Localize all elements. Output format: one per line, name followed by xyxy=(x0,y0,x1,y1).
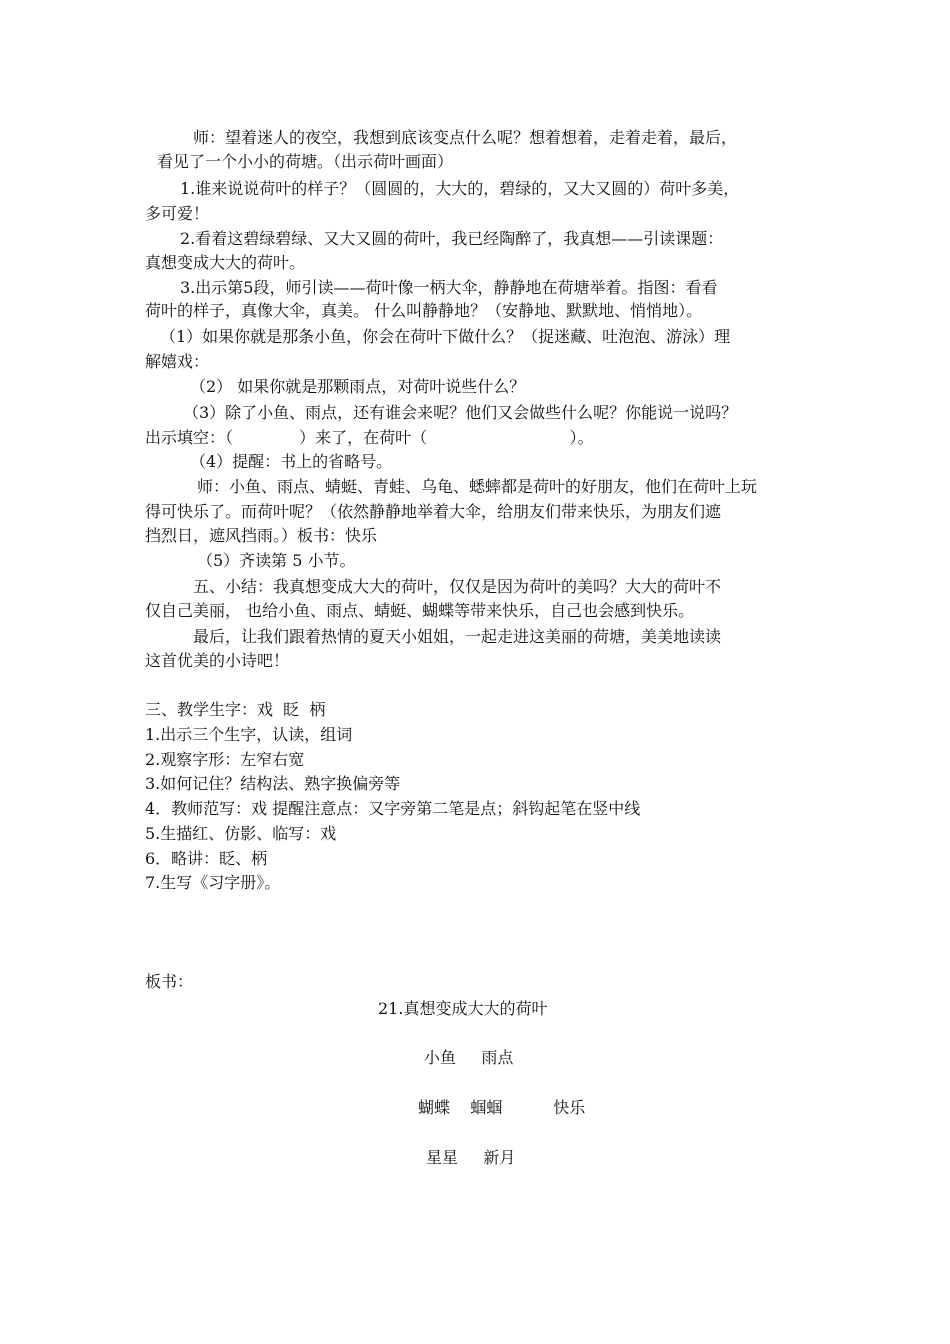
text-line: 多可爱！ xyxy=(145,204,210,223)
text-line: 这首优美的小诗吧！ xyxy=(145,651,290,670)
text-line: 仅自己美丽， 也给小鱼、雨点、蜻蜓、蝴蝶等带来快乐，自己也会感到快乐。 xyxy=(145,601,695,620)
text-line: （5）齐读第 5 小节。 xyxy=(197,551,356,570)
list-item: 5.生描红、仿影、临写：戏 xyxy=(145,824,337,843)
text-line: （4）提醒：书上的省略号。 xyxy=(190,452,393,471)
board-row: 小鱼 雨点 xyxy=(424,1048,514,1067)
text-line: （1）如果你就是那条小鱼，你会在荷叶下做什么？（捉迷藏、吐泡泡、游泳）理 xyxy=(160,327,731,346)
list-item: 2.观察字形：左窄右宽 xyxy=(145,750,305,769)
list-item: 6．略讲：眨、柄 xyxy=(145,849,268,868)
list-item: 4．教师范写：戏 提醒注意点：又字旁第二笔是点；斜钩起笔在竖中线 xyxy=(145,799,641,818)
text-line: 出示填空：（ ）来了，在荷叶（ ）。 xyxy=(145,428,594,447)
text-line: 得可快乐了。而荷叶呢？（依然静静地举着大伞，给朋友们带来快乐，为朋友们遮 xyxy=(145,502,722,521)
list-item: 7.生写《习字册》。 xyxy=(145,873,281,892)
text-line: （2） 如果你就是那颗雨点，对荷叶说些什么？ xyxy=(190,377,526,396)
text-line: 1.谁来说说荷叶的样子？（圆圆的，大大的，碧绿的，又大又圆的）荷叶多美， xyxy=(180,179,740,198)
text-line: 师：小鱼、雨点、蜻蜓、青蛙、乌龟、蟋蟀都是荷叶的好朋友，他们在荷叶上玩 xyxy=(197,477,758,496)
text-line: 看见了一个小小的荷塘。（出示荷叶画面） xyxy=(157,152,454,171)
list-item: 1.出示三个生字，认读，组词 xyxy=(145,725,353,744)
board-title: 21.真想变成大大的荷叶 xyxy=(378,999,548,1018)
text-line: 五、小结：我真想变成大大的荷叶，仅仅是因为荷叶的美吗？大大的荷叶不 xyxy=(193,577,722,596)
text-line: 挡烈日，遮风挡雨。）板书：快乐 xyxy=(145,526,378,545)
text-line: 3.出示第5段，师引读——荷叶像一柄大伞，静静地在荷塘举着。指图：看看 xyxy=(180,278,718,297)
text-line: 真想变成大大的荷叶。 xyxy=(145,253,306,272)
text-line: 2.看着这碧绿碧绿、又大又圆的荷叶，我已经陶醉了，我真想——引读课题： xyxy=(180,229,724,248)
board-label: 板书： xyxy=(145,972,194,991)
board-row: 蝴蝶 蝈蝈 快乐 xyxy=(418,1098,586,1117)
section-heading: 三、教学生字：戏 眨 柄 xyxy=(145,700,326,719)
text-line: 师：望着迷人的夜空，我想到底该变点什么呢？想着想着，走着走着，最后， xyxy=(193,128,738,147)
text-line: （3）除了小鱼、雨点，还有谁会来呢？他们又会做些什么呢？你能说一说吗？ xyxy=(183,403,738,422)
text-line: 解嬉戏： xyxy=(145,352,210,371)
list-item: 3.如何记住？结构法、熟字换偏旁等 xyxy=(145,774,401,793)
text-line: 荷叶的样子，真像大伞，真美。 什么叫静静地？（安静地、默默地、悄悄地）。 xyxy=(145,301,703,320)
text-line: 最后，让我们跟着热情的夏天小姐姐，一起走进这美丽的荷塘，美美地读读 xyxy=(193,627,722,646)
board-row: 星星 新月 xyxy=(426,1148,516,1167)
